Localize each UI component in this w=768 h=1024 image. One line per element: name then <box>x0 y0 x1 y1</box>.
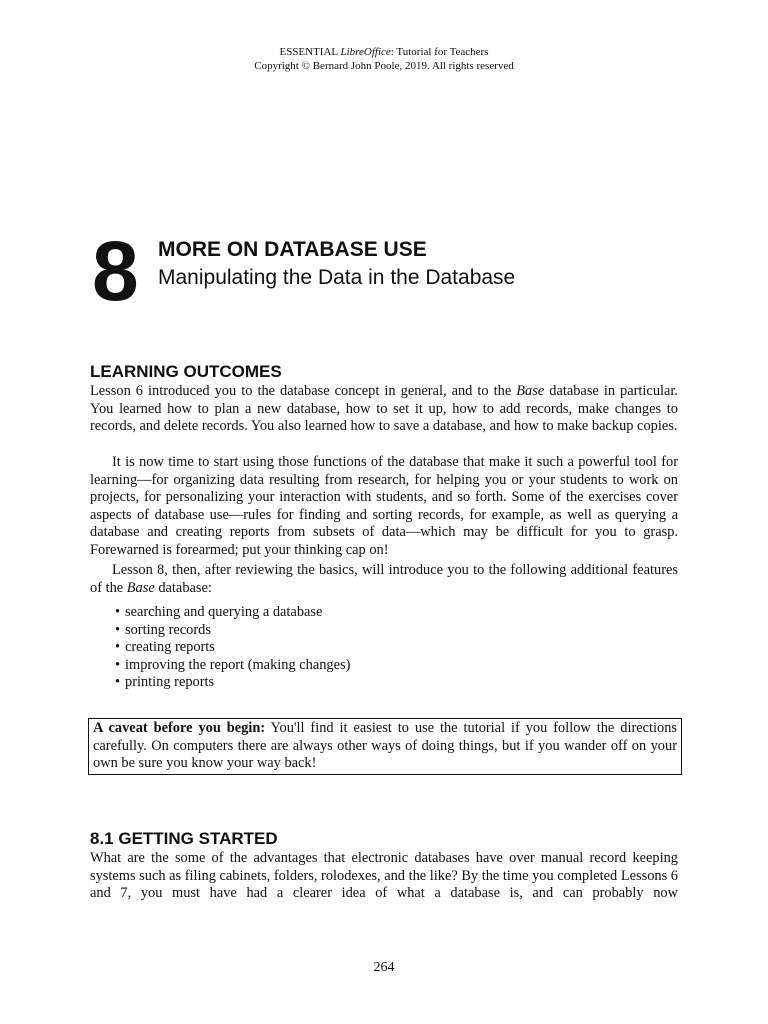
learning-outcomes-paragraph-1: Lesson 6 introduced you to the database concept in general, and to the Base database in particular. You learned how to plan a new database, how to set it up, how to add records, make changes to records, and delete records. You also learned how to save a database, and how to make backup copies. <box>90 383 678 435</box>
bullet-icon: • <box>115 674 121 691</box>
list-item: • printing reports <box>115 674 215 691</box>
caveat-box <box>88 718 682 775</box>
caveat-text: You'll find it easiest to use the tutorial if you follow the directions carefully. On computers there are always other ways of doing things, but if you wander off on your own be sure you know your way back! <box>93 720 678 772</box>
list-item: • sorting records <box>115 621 211 638</box>
section-8-1-paragraph: What are the some of the advantages that electronic databases have over manual record keeping systems such as filing cabinets, folders, rolodexes, and the like? By the time you completed Lessons 6 and 7, you must have had a clearer idea of what a database is, and can probably now <box>90 850 678 902</box>
section-8-1-heading: 8.1 GETTING STARTED <box>90 829 278 848</box>
page-number: 264 <box>373 960 395 975</box>
features-list <box>115 604 615 692</box>
bullet-icon: • <box>115 639 121 656</box>
list-item: • searching and querying a database <box>115 604 323 620</box>
bullet-icon: • <box>115 604 121 620</box>
caveat-label: A caveat before you begin: <box>93 720 266 736</box>
list-item: • creating reports <box>115 639 215 656</box>
chapter-number: 8 <box>92 224 139 318</box>
learning-outcomes-paragraph-2: It is now time to start using those functions of the database that make it such a powerful tool for learning—for organizing data resulting from research, for helping you or your students to work on projects, for personalizing your interaction with students, and so forth. Some of the exercises cover aspects of database use—rules for finding and sorting records, for example, as well as querying a database and creating reports from subsets of data—which may be difficult for you to grasp. Forewarned is forearmed; put your thinking cap on! <box>90 454 678 558</box>
running-head-line1: ESSENTIAL LibreOffice: Tutorial for Teachers <box>279 46 489 58</box>
learning-outcomes-paragraph-3: Lesson 8, then, after reviewing the basics, will introduce you to the following additional features of the Base database: <box>90 562 678 596</box>
list-item: • improving the report (making changes) <box>115 656 351 673</box>
learning-outcomes-heading: LEARNING OUTCOMES <box>90 362 282 381</box>
chapter-title: MORE ON DATABASE USE <box>158 238 427 261</box>
bullet-icon: • <box>115 656 121 673</box>
chapter-subtitle: Manipulating the Data in the Database <box>158 266 516 289</box>
bullet-icon: • <box>115 621 121 638</box>
running-head-line2: Copyright © Bernard John Poole, 2019. All rights reserved <box>254 60 514 72</box>
running-head <box>0 45 768 73</box>
